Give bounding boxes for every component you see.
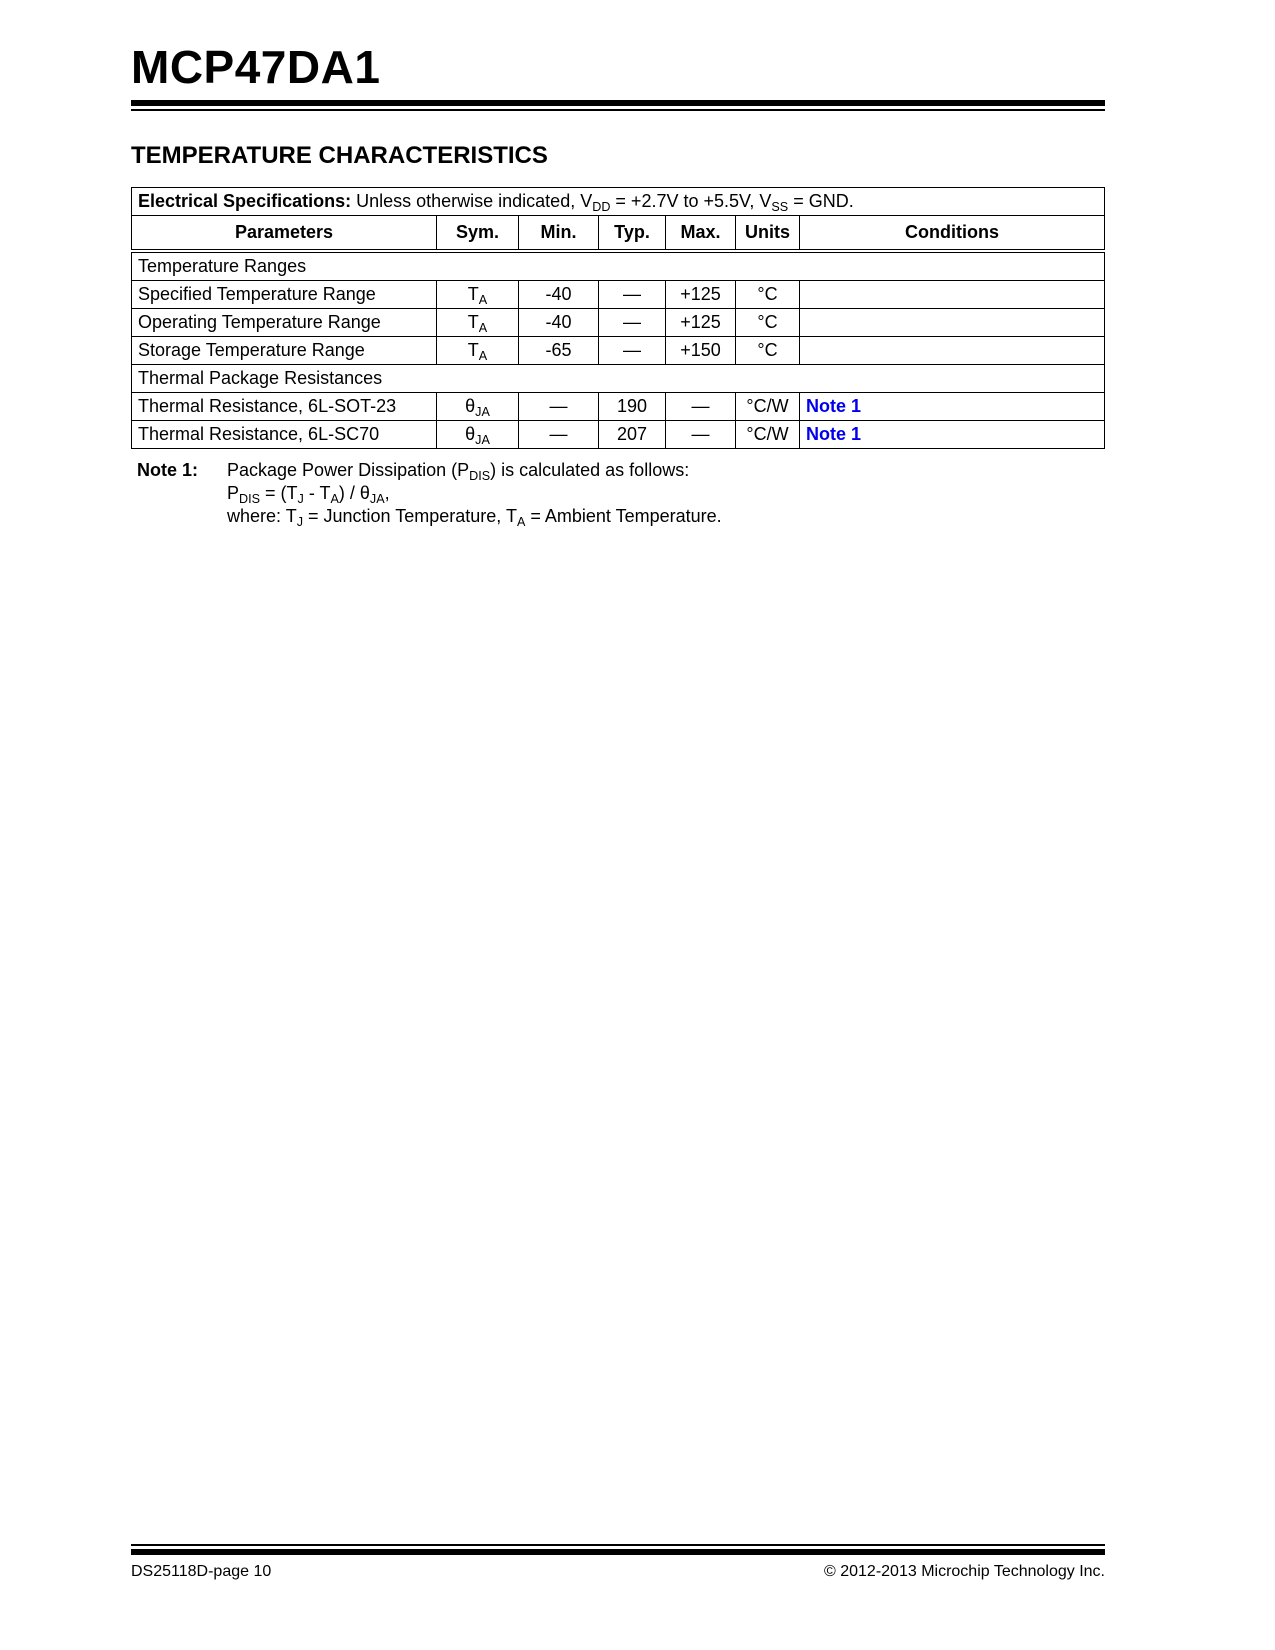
note-label: Note 1: [137, 460, 199, 480]
units-cell: °C [736, 309, 800, 337]
param-cell: Thermal Resistance, 6L-SOT-23 [132, 393, 437, 421]
table-notes [137, 459, 722, 528]
conditions-cell [800, 421, 1105, 449]
typ-cell: — [599, 337, 666, 365]
spec-sub: SS [771, 200, 789, 214]
table-row [132, 309, 1105, 337]
min-cell: -65 [519, 337, 599, 365]
page-number: DS25118D-page 10 [131, 1563, 272, 1580]
page-title: MCP47DA1 [131, 41, 381, 93]
table-row [132, 393, 1105, 421]
note-1-link[interactable]: Note 1 [806, 396, 862, 416]
sym-cell: $T_A$ [437, 337, 519, 365]
param-cell: Storage Temperature Range [132, 337, 437, 365]
temperature-characteristics-table [131, 187, 1105, 449]
max-cell: +125 [666, 281, 736, 309]
column-header: Units [736, 216, 800, 252]
min-cell: -40 [519, 309, 599, 337]
table-row [132, 281, 1105, 309]
spec-text: = GND. [788, 191, 854, 211]
conditions-cell [800, 281, 1105, 309]
spec-label: Electrical Specifications: [138, 191, 352, 211]
spec-conditions-cell [132, 188, 1105, 216]
note-line-2: $P_{DIS} = (T_J - T_A) / \theta_{JA}$, [227, 483, 390, 506]
units-cell: °C [736, 337, 800, 365]
sym-cell: $\theta_{JA}$ [437, 421, 519, 449]
column-header: Sym. [437, 216, 519, 252]
note-line-3: where: $T_J$ = Junction Temperature, $T_A$ = Ambient Temperature. [227, 506, 722, 529]
max-cell: +150 [666, 337, 736, 365]
group-row [132, 251, 1105, 281]
conditions-cell [800, 337, 1105, 365]
param-cell: Operating Temperature Range [132, 309, 437, 337]
max-cell: — [666, 421, 736, 449]
header-rule-thick [131, 100, 1105, 106]
units-cell: °C/W [736, 393, 800, 421]
section-title: TEMPERATURE CHARACTERISTICS [131, 142, 548, 169]
sym-cell: $\theta_{JA}$ [437, 393, 519, 421]
column-header: Min. [519, 216, 599, 252]
min-cell: -40 [519, 281, 599, 309]
column-header: Parameters [132, 216, 437, 252]
sym-cell: $T_A$ [437, 281, 519, 309]
max-cell: +125 [666, 309, 736, 337]
note-1-link[interactable]: Note 1 [806, 424, 862, 444]
column-header: Max. [666, 216, 736, 252]
group-label: Thermal Package Resistances [132, 365, 1105, 393]
sym-cell: $T_A$ [437, 309, 519, 337]
footer-rule-thick [131, 1549, 1105, 1555]
group-label: Temperature Ranges [132, 251, 1105, 281]
min-cell: — [519, 393, 599, 421]
spec-text: = +2.7V to +5.5V, V [610, 191, 772, 211]
param-cell: Specified Temperature Range [132, 281, 437, 309]
spec-conditions-row [132, 188, 1105, 216]
spec-text: Unless otherwise indicated, V [351, 191, 593, 211]
min-cell: — [519, 421, 599, 449]
group-row [132, 365, 1105, 393]
conditions-cell [800, 393, 1105, 421]
note-line-1: Package Power Dissipation $(P_{DIS})$ is calculated as follows: [227, 460, 690, 483]
typ-cell: — [599, 281, 666, 309]
spec-sub: DD [592, 200, 611, 214]
table-header-row [132, 216, 1105, 252]
table-row [132, 337, 1105, 365]
units-cell: °C/W [736, 421, 800, 449]
column-header: Typ. [599, 216, 666, 252]
header-rule-thin [131, 109, 1105, 111]
typ-cell: 207 [599, 421, 666, 449]
footer-rule-thin [131, 1544, 1105, 1546]
table-row [132, 421, 1105, 449]
conditions-cell [800, 309, 1105, 337]
param-cell: Thermal Resistance, 6L-SC70 [132, 421, 437, 449]
typ-cell: 190 [599, 393, 666, 421]
typ-cell: — [599, 309, 666, 337]
column-header: Conditions [800, 216, 1105, 252]
copyright: © 2012-2013 Microchip Technology Inc. [824, 1563, 1105, 1580]
units-cell: °C [736, 281, 800, 309]
max-cell: — [666, 393, 736, 421]
